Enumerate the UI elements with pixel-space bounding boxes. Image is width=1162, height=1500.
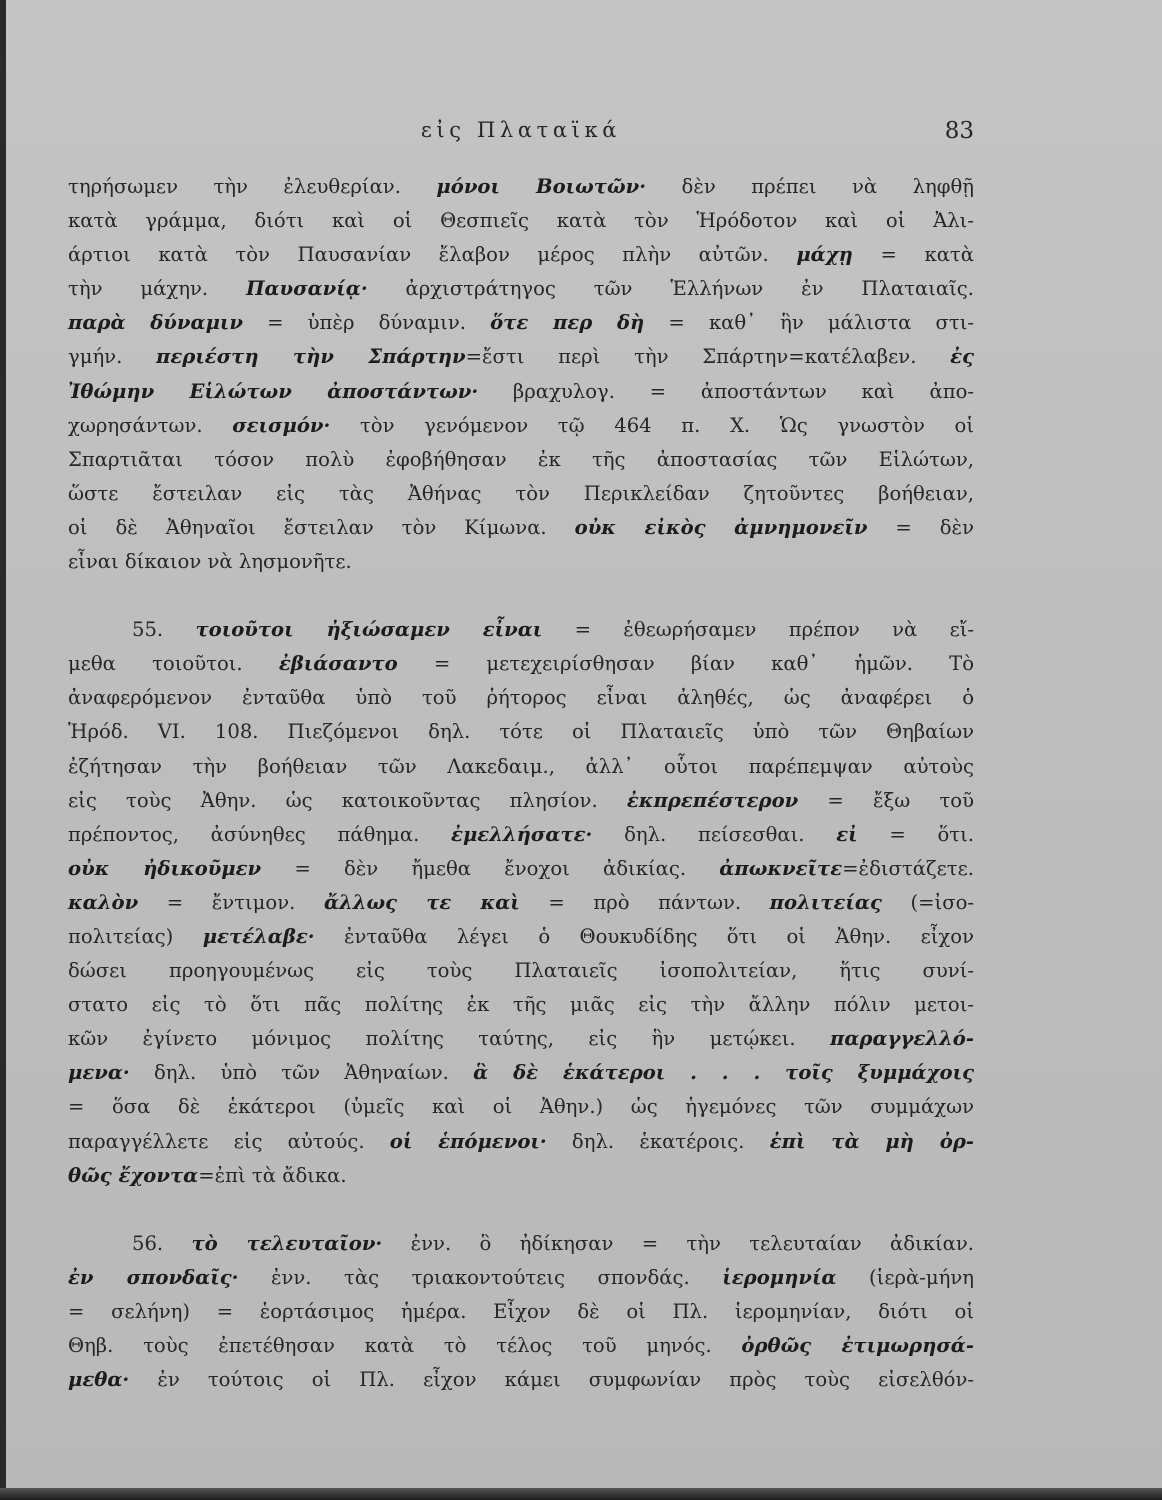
lemma-term: ἐβιάσαντο bbox=[278, 652, 398, 676]
gloss-text: ἐν τούτοις οἱ Πλ. εἶχον κάμει συμφωνίαν πρὸς τοὺς εἰσελθόν- bbox=[129, 1368, 974, 1392]
text-line bbox=[68, 750, 974, 784]
gloss-text: χωρησάντων. bbox=[68, 413, 233, 437]
text-line bbox=[68, 818, 974, 852]
lemma-term: ἐπὶ τὰ μὴ ὀρ- bbox=[769, 1129, 974, 1153]
text-line bbox=[68, 545, 974, 579]
lemma-term: μόνοι Βοιωτῶν· bbox=[436, 175, 647, 198]
text-line bbox=[68, 204, 974, 238]
text-line bbox=[68, 784, 974, 818]
gloss-text: δηλ. ὑπὸ τῶν Ἀθηναίων. bbox=[129, 1061, 474, 1085]
lemma-term: ἐκπρεπέστερον bbox=[626, 788, 799, 812]
gloss-text: ἐζήτησαν τὴν βοήθειαν τῶν Λακεδαιμ., ἀλλ᾽ οὗτοι παρέπεμψαν αὐτοὺς bbox=[68, 754, 974, 778]
gloss-text: ἐνν. τὰς τριακοντούτεις σπονδάς. bbox=[238, 1265, 723, 1289]
text-line bbox=[68, 238, 974, 272]
gloss-text: (ἱερὰ-μήνη bbox=[836, 1265, 974, 1289]
text-line bbox=[68, 954, 974, 988]
paragraph-gap bbox=[68, 579, 974, 613]
lemma-term: ἃ δὲ ἑκάτεροι . . . τοῖς ξυμμάχοις bbox=[473, 1061, 974, 1085]
text-line bbox=[68, 647, 974, 681]
gloss-text: = ἔντιμον. bbox=[138, 890, 324, 914]
lemma-term: θῶς ἔχοντα bbox=[68, 1163, 199, 1187]
gloss-text: δὲν πρέπει νὰ ληφθῇ bbox=[646, 175, 975, 198]
lemma-term: τὸ τελευταῖον· bbox=[191, 1231, 383, 1255]
gloss-text: (=ἰσο- bbox=[881, 890, 974, 914]
text-line bbox=[68, 886, 974, 920]
lemma-term: ὀρθῶς ἐτιμωρησά- bbox=[741, 1334, 974, 1357]
lemma-term: μενα· bbox=[68, 1061, 130, 1085]
gloss-text: ἐνν. ὃ ἠδίκησαν = τὴν τελευταίαν ἀδικίαν. bbox=[382, 1231, 974, 1255]
text-line bbox=[68, 511, 974, 545]
gloss-text: άρτιοι κατὰ τὸν Παυσανίαν ἔλαβον μέρος πλὴν αὐτῶν. bbox=[68, 243, 797, 267]
gloss-text: ἀρχιστράτηγος τῶν Ἑλλήνων ἐν Πλαταιαῖς. bbox=[367, 277, 974, 301]
gloss-text: κατὰ γράμμα, διότι καὶ οἱ Θεσπιεῖς κατὰ τὸν Ἡρόδοτον καὶ οἱ Ἀλι- bbox=[68, 209, 974, 233]
gloss-text: γμήν. bbox=[68, 345, 157, 369]
gloss-text: οἱ δὲ Ἀθηναῖοι ἔστειλαν τὸν Κίμωνα. bbox=[68, 515, 575, 539]
page-header bbox=[68, 118, 974, 148]
lemma-term: ἐς bbox=[950, 345, 974, 369]
lemma-term: ἄλλως τε καὶ bbox=[323, 890, 520, 914]
gloss-text: = ἔξω τοῦ bbox=[798, 788, 974, 812]
lemma-term: ὅτε περ δὴ bbox=[490, 311, 645, 335]
gloss-text: = ὅσα δὲ ἑκάτεροι (ὑμεῖς καὶ οἱ Ἀθην.) ὡς ἡγεμόνες τῶν συμμάχων bbox=[68, 1095, 974, 1119]
gloss-text: 56. bbox=[132, 1231, 192, 1255]
gloss-text: = δὲν bbox=[867, 515, 974, 539]
gloss-text: ἀναφερόμενον ἐνταῦθα ὑπὸ τοῦ ῥήτορος εἶναι ἀληθές, ὡς ἀναφέρει ὁ bbox=[68, 686, 974, 710]
lemma-term: μάχῃ bbox=[796, 243, 853, 267]
gloss-text: = καθ᾽ ἣν μάλιστα στι- bbox=[644, 311, 975, 335]
text-line bbox=[68, 1125, 974, 1159]
gloss-text: = σελήνη) = ἑορτάσιμος ἡμέρα. Εἶχον δὲ οἱ Πλ. ἱερομηνίαν, διότι οἱ bbox=[68, 1299, 974, 1323]
gloss-text: δηλ. ἑκατέροις. bbox=[546, 1129, 770, 1153]
gloss-text: δηλ. πείσεσθαι. bbox=[592, 822, 837, 846]
gloss-text: = πρὸ πάντων. bbox=[519, 890, 770, 914]
text-line bbox=[68, 613, 974, 647]
text-line bbox=[68, 1329, 974, 1363]
gloss-text: δώσει προηγουμένως εἰς τοὺς Πλαταιεῖς ἰσοπολιτείαν, ἥτις συνί- bbox=[68, 959, 974, 983]
lemma-term: ἀπωκνεῖτε bbox=[719, 856, 843, 880]
gloss-text: τὴν μάχην. bbox=[68, 277, 246, 301]
scan-edge-bottom bbox=[0, 1488, 1162, 1500]
text-line bbox=[68, 1159, 974, 1193]
gloss-text: Θηβ. τοὺς ἐπετέθησαν κατὰ τὸ τέλος τοῦ μηνός. bbox=[68, 1334, 742, 1357]
text-line bbox=[68, 681, 974, 715]
lemma-term: ἐμελλήσατε· bbox=[451, 822, 593, 846]
gloss-text: στατο εἰς τὸ ὅτι πᾶς πολίτης ἐκ τῆς μιᾶς εἰς τὴν ἄλλην πόλιν μετοι- bbox=[68, 993, 974, 1017]
gloss-text: = μετεχειρίσθησαν βίαν καθ᾽ ἡμῶν. Τὸ bbox=[397, 652, 974, 676]
lemma-term: τοιοῦτοι ἠξιώσαμεν εἶναι bbox=[195, 618, 543, 642]
gloss-text: = κατὰ bbox=[852, 243, 974, 267]
text-line bbox=[68, 1022, 974, 1056]
gloss-text: = ὅτι. bbox=[857, 822, 975, 846]
scan-edge-left bbox=[0, 0, 6, 1500]
lemma-term: οὐκ εἰκὸς ἀμνημονεῖν bbox=[574, 515, 868, 539]
gloss-text: εἰς τοὺς Ἀθην. ὡς κατοικοῦντας πλησίον. bbox=[68, 788, 627, 812]
gloss-text: βραχυλογ. = ἀποστάντων καὶ ἀπο- bbox=[478, 379, 974, 403]
gloss-text: τὸν γενόμενον τῷ 464 π. Χ. Ὡς γνωστὸν οἱ bbox=[330, 413, 974, 437]
text-line bbox=[68, 375, 974, 409]
gloss-text: κῶν ἐγίνετο μόνιμος πολίτης ταύτης, εἰς ἣν μετῴκει. bbox=[68, 1027, 830, 1051]
text-line bbox=[68, 1227, 974, 1261]
text-line bbox=[68, 409, 974, 443]
text-line bbox=[68, 920, 974, 954]
gloss-text: μεθα τοιοῦτοι. bbox=[68, 652, 279, 676]
lemma-term: παρὰ δύναμιν bbox=[68, 311, 243, 335]
body-text bbox=[68, 170, 974, 1397]
gloss-text: εἶναι δίκαιον νὰ λησμονῆτε. bbox=[68, 550, 352, 574]
gloss-text: = ὑπὲρ δύναμιν. bbox=[243, 311, 491, 335]
running-title: εἰς Πλαταϊκά bbox=[420, 118, 622, 142]
text-line bbox=[68, 715, 974, 749]
lemma-term: ἱερομηνία bbox=[722, 1265, 837, 1289]
paragraph-gap bbox=[68, 1193, 974, 1227]
lemma-term: περιέστη τὴν Σπάρτην bbox=[156, 345, 466, 369]
lemma-term: μετέλαβε· bbox=[202, 924, 315, 948]
text-line bbox=[68, 272, 974, 306]
text-line bbox=[68, 443, 974, 477]
lemma-term: Ἰθώμην Εἱλώτων ἀποστάντων· bbox=[68, 379, 479, 403]
gloss-text: τηρήσωμεν τὴν ἐλευθερίαν. bbox=[68, 175, 437, 198]
gloss-text: 55. bbox=[132, 618, 196, 642]
gloss-text: =ἐπὶ τὰ ἄδικα. bbox=[198, 1163, 347, 1187]
lemma-term: Παυσανίᾳ· bbox=[245, 277, 368, 301]
gloss-text: πολιτείας) bbox=[68, 924, 203, 948]
gloss-text: = δὲν ἤμεθα ἔνοχοι ἀδικίας. bbox=[261, 856, 720, 880]
text-line bbox=[68, 852, 974, 886]
gloss-text: Σπαρτιᾶται τόσον πολὺ ἐφοβήθησαν ἐκ τῆς ἀποστασίας τῶν Εἱλώτων, bbox=[68, 447, 974, 471]
text-line bbox=[68, 1090, 974, 1124]
lemma-term: σεισμόν· bbox=[232, 413, 331, 437]
text-line bbox=[68, 988, 974, 1022]
gloss-text: ἐνταῦθα λέγει ὁ Θουκυδίδης ὅτι οἱ Ἀθην. εἶχον bbox=[314, 924, 974, 948]
lemma-term: εἰ bbox=[836, 822, 858, 846]
lemma-term: πολιτείας bbox=[769, 890, 882, 914]
gloss-text: παραγγέλλετε εἰς αὐτούς. bbox=[68, 1129, 390, 1153]
gloss-text: ὥστε ἔστειλαν εἰς τὰς Ἀθήνας τὸν Περικλείδαν ζητοῦντες βοήθειαν, bbox=[68, 481, 974, 505]
text-line bbox=[68, 340, 974, 374]
lemma-term: καλὸν bbox=[68, 890, 139, 914]
text-line bbox=[68, 1056, 974, 1090]
gloss-text: = ἐθεωρήσαμεν πρέπον νὰ εἴ- bbox=[542, 618, 975, 642]
text-line bbox=[68, 1295, 974, 1329]
gloss-text: Ἡρόδ. VI. 108. Πιεζόμενοι δηλ. τότε οἱ Πλαταιεῖς ὑπὸ τῶν Θηβαίων bbox=[68, 720, 974, 744]
lemma-term: οὐκ ἠδικοῦμεν bbox=[68, 856, 262, 880]
gloss-text: =ἔστι περὶ τὴν Σπάρτην=κατέλαβεν. bbox=[465, 345, 951, 369]
lemma-term: παραγγελλό- bbox=[830, 1027, 974, 1051]
lemma-term: οἱ ἑπόμενοι· bbox=[389, 1129, 547, 1153]
gloss-text: πρέποντος, ἀσύνηθες πάθημα. bbox=[68, 822, 452, 846]
text-line bbox=[68, 170, 974, 204]
text-line bbox=[68, 1363, 974, 1397]
text-line bbox=[68, 306, 974, 340]
lemma-term: μεθα· bbox=[68, 1368, 130, 1392]
gloss-text: =ἐδιστάζετε. bbox=[842, 856, 974, 880]
page-number: 83 bbox=[944, 118, 974, 144]
lemma-term: ἐν σπονδαῖς· bbox=[68, 1265, 239, 1289]
text-line bbox=[68, 1261, 974, 1295]
text-line bbox=[68, 477, 974, 511]
